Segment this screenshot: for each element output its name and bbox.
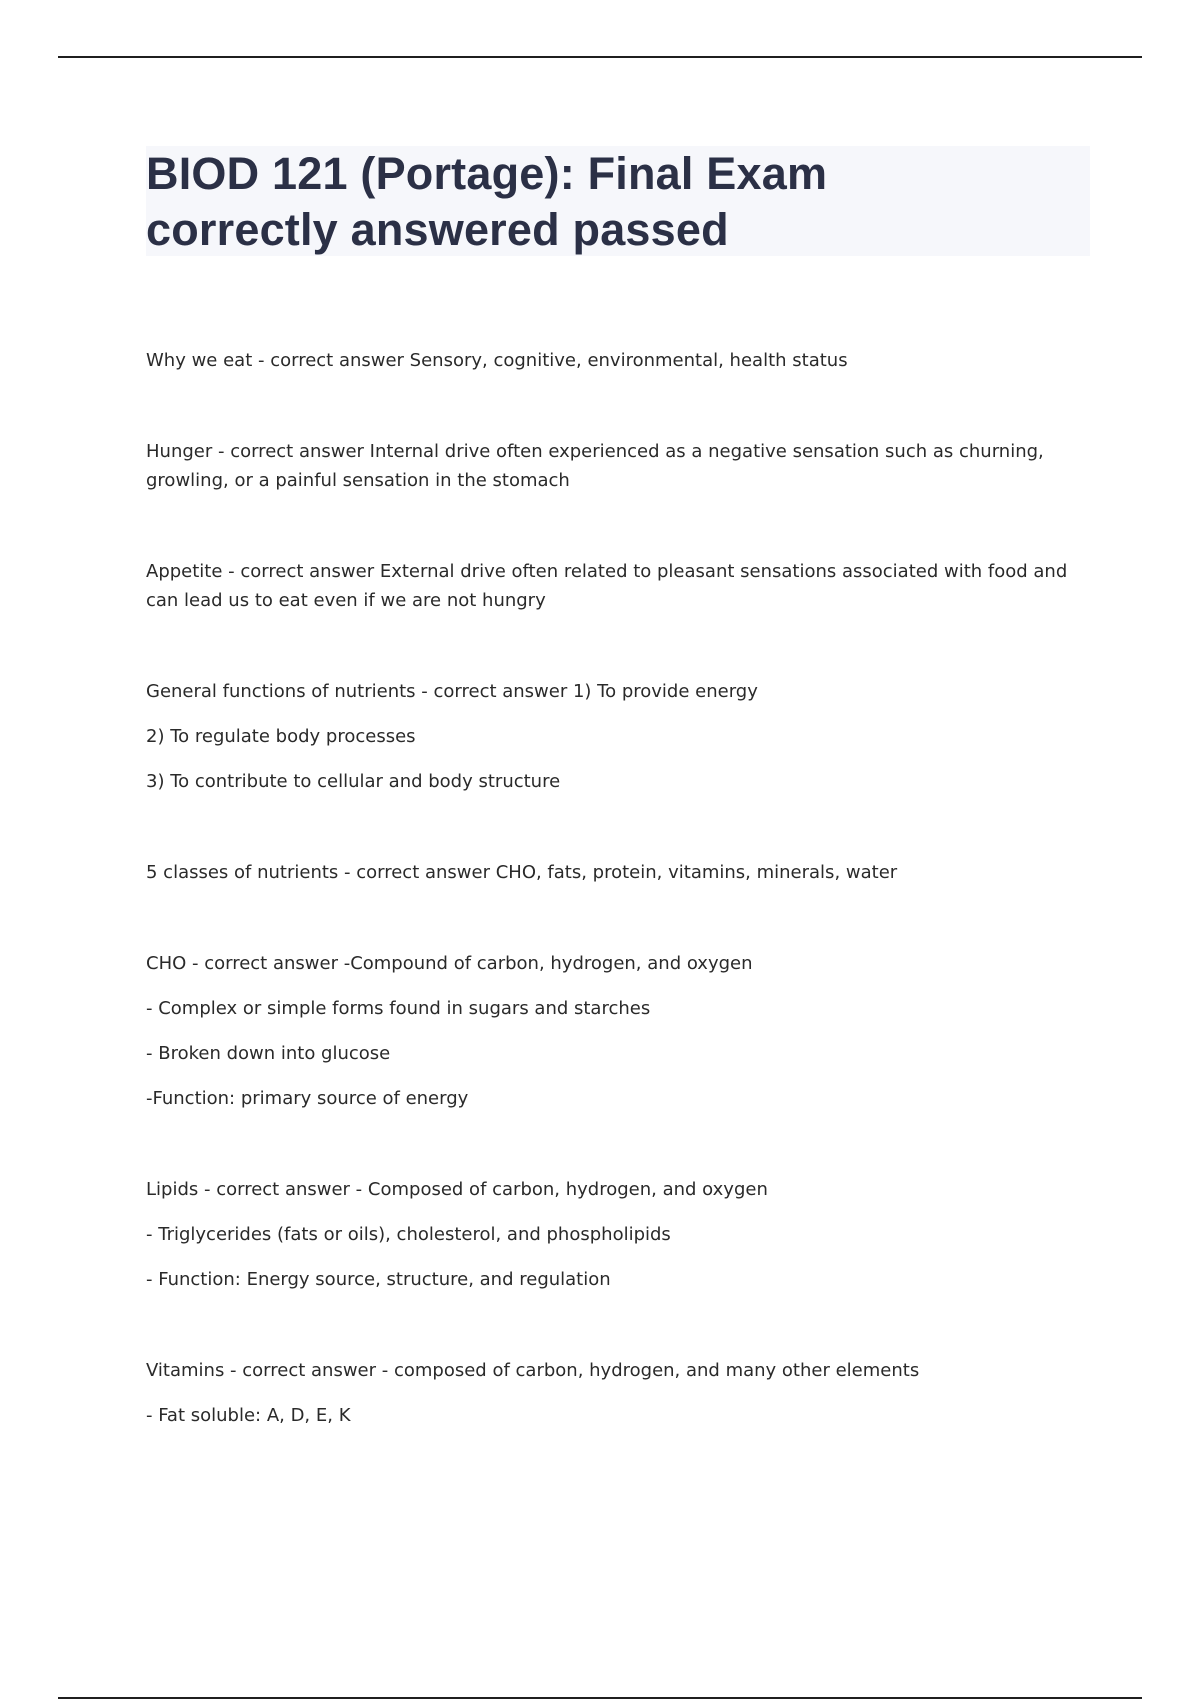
qa-entry-appetite xyxy=(146,557,1086,615)
qa-text: - Fat soluble: A, D, E, K xyxy=(146,1405,351,1426)
qa-text: CHO - correct answer -Compound of carbon, hydrogen, and oxygen xyxy=(146,953,753,974)
qa-text: 5 classes of nutrients - correct answer CHO, fats, protein, vitamins, minerals, water xyxy=(146,862,898,883)
qa-entry-vitamins xyxy=(146,1356,1086,1430)
qa-entry-hunger xyxy=(146,437,1086,495)
title-line-2: correctly answered passed xyxy=(146,204,729,255)
qa-entry-nutrient-functions xyxy=(146,677,1086,796)
qa-text: - Broken down into glucose xyxy=(146,1043,391,1064)
qa-entry-nutrient-classes xyxy=(146,858,1086,887)
footer-rule xyxy=(58,1697,1142,1699)
qa-text: Vitamins - correct answer - composed of carbon, hydrogen, and many other elements xyxy=(146,1360,920,1381)
qa-text: - Function: Energy source, structure, and regulation xyxy=(146,1269,611,1290)
qa-text: General functions of nutrients - correct answer 1) To provide energy xyxy=(146,681,758,702)
qa-text: 3) To contribute to cellular and body structure xyxy=(146,771,561,792)
document-body xyxy=(146,346,1086,1492)
qa-text: Hunger - correct answer Internal drive often experienced as a negative sensation such as churning, growling, or a painful sensation in the stomach xyxy=(146,441,1044,491)
qa-text: - Triglycerides (fats or oils), cholesterol, and phospholipids xyxy=(146,1224,671,1245)
document-title xyxy=(146,146,1090,258)
qa-text: Why we eat - correct answer Sensory, cognitive, environmental, health status xyxy=(146,350,848,371)
qa-text: Lipids - correct answer - Composed of carbon, hydrogen, and oxygen xyxy=(146,1179,768,1200)
qa-entry-why-we-eat xyxy=(146,346,1086,375)
qa-text: - Complex or simple forms found in sugars and starches xyxy=(146,998,651,1019)
qa-entry-lipids xyxy=(146,1175,1086,1294)
qa-entry-cho xyxy=(146,949,1086,1113)
qa-text: -Function: primary source of energy xyxy=(146,1088,469,1109)
title-line-1: BIOD 121 (Portage): Final Exam xyxy=(146,148,828,199)
title-block xyxy=(146,146,1090,256)
header-rule xyxy=(58,56,1142,58)
qa-text: Appetite - correct answer External drive often related to pleasant sensations associated with food and can lead us to eat even if we are not hungry xyxy=(146,561,1068,611)
qa-text: 2) To regulate body processes xyxy=(146,726,416,747)
